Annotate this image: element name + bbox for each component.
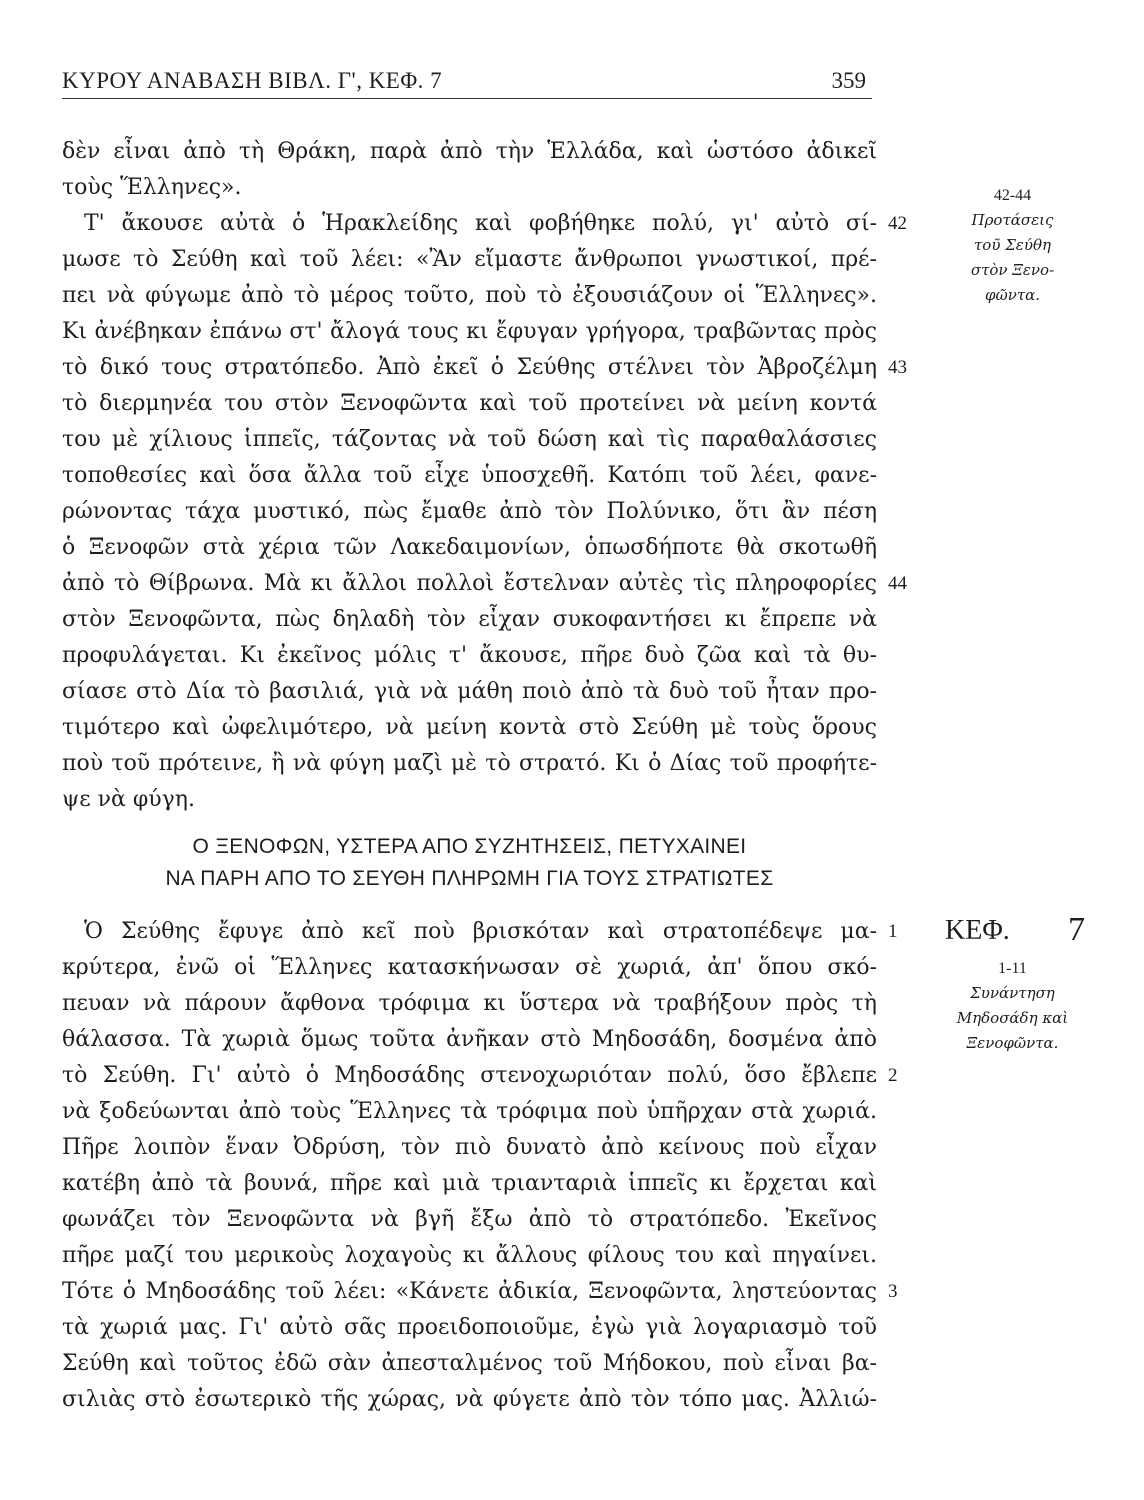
margin-note-line: στὸν Ξενο- bbox=[970, 261, 1055, 279]
margin-note-line: Προτάσεις bbox=[971, 211, 1054, 229]
chapter-number: 7 bbox=[1068, 911, 1085, 948]
text-line: τὰ χωριά μας. Γι' αὐτὸ σᾶς προειδοποιοῦμε, ἐγὼ γιὰ λογαριασμὸ τοῦ bbox=[62, 1315, 877, 1340]
text-line: κρύτερα, ἐνῶ οἱ Ἕλληνες κατασκήνωσαν σὲ χωριά, ἀπ' ὅπου σκό- bbox=[62, 955, 877, 980]
section-number: 44 bbox=[888, 573, 907, 594]
section-number: 2 bbox=[888, 1065, 898, 1086]
section-number: 42 bbox=[888, 213, 907, 234]
margin-note-line: Συνάντηση bbox=[970, 984, 1055, 1002]
text-line: σιλιὰς στὸ ἐσωτερικὸ τῆς χώρας, νὰ φύγετε ἀπὸ τὸν τόπο μας. Ἀλλιώ- bbox=[62, 1387, 877, 1412]
text-line: ψε νὰ φύγη. bbox=[62, 787, 195, 812]
text-line: τὸ δικό τους στρατόπεδο. Ἀπὸ ἐκεῖ ὁ Σεύθης στέλνει τὸν Ἀβροζέλμη bbox=[62, 355, 877, 380]
text-line: πευαν νὰ πάρουν ἄφθονα τρόφιμα κι ὕστερα νὰ τραβήξουν πρὸς τὴ bbox=[62, 991, 877, 1016]
margin-note-meeting bbox=[930, 956, 1095, 1056]
text-line: στὸν Ξενοφῶντα, πὼς δηλαδὴ τὸν εἶχαν συκοφαντήσει κι ἔπρεπε νὰ bbox=[62, 607, 877, 632]
text-line: πῆρε μαζί του μερικοὺς λοχαγοὺς κι ἄλλους φίλους του καὶ πηγαίνει. bbox=[62, 1243, 877, 1268]
text-line: δὲν εἶναι ἀπὸ τὴ Θράκη, παρὰ ἀπὸ τὴν Ἑλλάδα, καὶ ὡστόσο ἀδικεῖ bbox=[62, 139, 877, 164]
text-line: Σεύθη καὶ τοῦτος ἐδῶ σὰν ἀπεσταλμένος τοῦ Μήδοκου, ποὺ εἶναι βα- bbox=[62, 1351, 877, 1376]
margin-note-line: Μηδοσάδη καὶ bbox=[956, 1009, 1069, 1027]
running-title: ΚΥΡΟΥ ΑΝΑΒΑΣΗ ΒΙΒΛ. Γ', ΚΕΦ. 7 bbox=[62, 68, 443, 93]
text-line: τοποθεσίες καὶ ὅσα ἄλλα τοῦ εἶχε ὑποσχεθῆ. Κατόπι τοῦ λέει, φανε- bbox=[62, 463, 877, 488]
margin-note-range: 1-11 bbox=[998, 960, 1027, 977]
text-line: τιμότερο καὶ ὠφελιμότερο, νὰ μείνη κοντὰ στὸ Σεύθη μὲ τοὺς ὅρους bbox=[62, 715, 877, 740]
text-line: πει νὰ φύγωμε ἀπὸ τὸ μέρος τοῦτο, ποὺ τὸ ἐξουσιάζουν οἱ Ἕλληνες». bbox=[62, 283, 877, 308]
text-line: Τότε ὁ Μηδοσάδης τοῦ λέει: «Κάνετε ἀδικία, Ξενοφῶντα, ληστεύοντας bbox=[62, 1279, 877, 1304]
text-line: τοὺς Ἕλληνες». bbox=[62, 175, 242, 200]
text-line: ποὺ τοῦ πρότεινε, ἢ νὰ φύγη μαζὶ μὲ τὸ στρατό. Κι ὁ Δίας τοῦ προφήτε- bbox=[62, 751, 877, 776]
running-header bbox=[62, 62, 872, 99]
text-line: Ὁ Σεύθης ἔφυγε ἀπὸ κεῖ ποὺ βρισκόταν καὶ στρατοπέδεψε μα- bbox=[84, 919, 877, 944]
text-line: Τ' ἄκουσε αὐτὰ ὁ Ἡρακλείδης καὶ φοβήθηκε πολύ, γι' αὐτὸ σί- bbox=[84, 211, 877, 236]
section-number: 1 bbox=[888, 921, 898, 942]
margin-note-line: τοῦ Σεύθη bbox=[973, 236, 1051, 254]
text-line: νὰ ξοδεύωνται ἀπὸ τοὺς Ἕλληνες τὰ τρόφιμα ποὺ ὑπῆρχαν στὰ χωριά. bbox=[62, 1099, 877, 1124]
margin-note-proposals bbox=[930, 183, 1095, 308]
text-line: ἀπὸ τὸ Θίβρωνα. Μὰ κι ἄλλοι πολλοὶ ἔστελναν αὐτὲς τὶς πληροφορίες bbox=[62, 571, 877, 596]
section-number: 3 bbox=[888, 1281, 898, 1302]
text-line: φωνάζει τὸν Ξενοφῶντα νὰ βγῆ ἔξω ἀπὸ τὸ στρατόπεδο. Ἐκεῖνος bbox=[62, 1207, 877, 1232]
text-line: κατέβη ἀπὸ τὰ βουνά, πῆρε καὶ μιὰ τριανταριὰ ἱππεῖς κι ἔρχεται καὶ bbox=[62, 1171, 877, 1196]
text-line: προφυλάγεται. Κι ἐκεῖνος μόλις τ' ἄκουσε, πῆρε δυὸ ζῶα καὶ τὰ θυ- bbox=[62, 643, 877, 668]
text-line: θάλασσα. Τὰ χωριὰ ὅμως τοῦτα ἀνῆκαν στὸ Μηδοσάδη, δοσμένα ἀπὸ bbox=[62, 1027, 877, 1052]
margin-note-line: φῶντα. bbox=[984, 286, 1041, 304]
text-line: μωσε τὸ Σεύθη καὶ τοῦ λέει: «Ἂν εἴμαστε ἄνθρωποι γνωστικοί, πρέ- bbox=[62, 247, 877, 272]
section-heading-line: ΝΑ ΠΑΡΗ ΑΠΟ ΤΟ ΣΕΥΘΗ ΠΛΗΡΩΜΗ ΓΙΑ ΤΟΥΣ ΣΤΡΑΤΙΩΤΕΣ bbox=[165, 867, 774, 890]
margin-note-line: Ξενοφῶντα. bbox=[966, 1034, 1059, 1052]
text-line: τὸ Σεύθη. Γι' αὐτὸ ὁ Μηδοσάδης στενοχωριόταν πολύ, ὅσο ἔβλεπε bbox=[62, 1063, 877, 1088]
text-line: του μὲ χίλιους ἱππεῖς, τάζοντας νὰ τοῦ δώση καὶ τὶς παραθαλάσσιες bbox=[62, 427, 877, 452]
page-number: 359 bbox=[831, 68, 866, 93]
chapter-word: ΚΕΦ. bbox=[945, 915, 1010, 946]
margin-note-range: 42-44 bbox=[993, 187, 1032, 204]
text-line: σίασε στὸ Δία τὸ βασιλιά, γιὰ νὰ μάθη ποιὸ ἀπὸ τὰ δυὸ τοῦ ἦταν προ- bbox=[62, 679, 877, 704]
text-line: Πῆρε λοιπὸν ἕναν Ὀδρύση, τὸν πιὸ δυνατὸ ἀπὸ κείνους ποὺ εἶχαν bbox=[62, 1135, 877, 1160]
text-line: ρώνοντας τάχα μυστικό, πὼς ἔμαθε ἀπὸ τὸν Πολύνικο, ὅτι ἂν πέση bbox=[62, 499, 877, 524]
text-line: Κι ἀνέβηκαν ἐπάνω στ' ἄλογά τους κι ἔφυγαν γρήγορα, τραβῶντας πρὸς bbox=[62, 319, 877, 344]
section-number: 43 bbox=[888, 357, 907, 378]
section-heading-line: Ο ΞΕΝΟΦΩΝ, ΥΣΤΕΡΑ ΑΠΟ ΣΥΖΗΤΗΣΕΙΣ, ΠΕΤΥΧΑΙΝΕΙ bbox=[192, 835, 747, 858]
text-line: ὁ Ξενοφῶν στὰ χέρια τῶν Λακεδαιμονίων, ὁπωσδήποτε θὰ σκοτωθῆ bbox=[62, 535, 877, 560]
text-line: τὸ διερμηνέα του στὸν Ξενοφῶντα καὶ τοῦ προτείνει νὰ μείνη κοντά bbox=[62, 391, 877, 416]
